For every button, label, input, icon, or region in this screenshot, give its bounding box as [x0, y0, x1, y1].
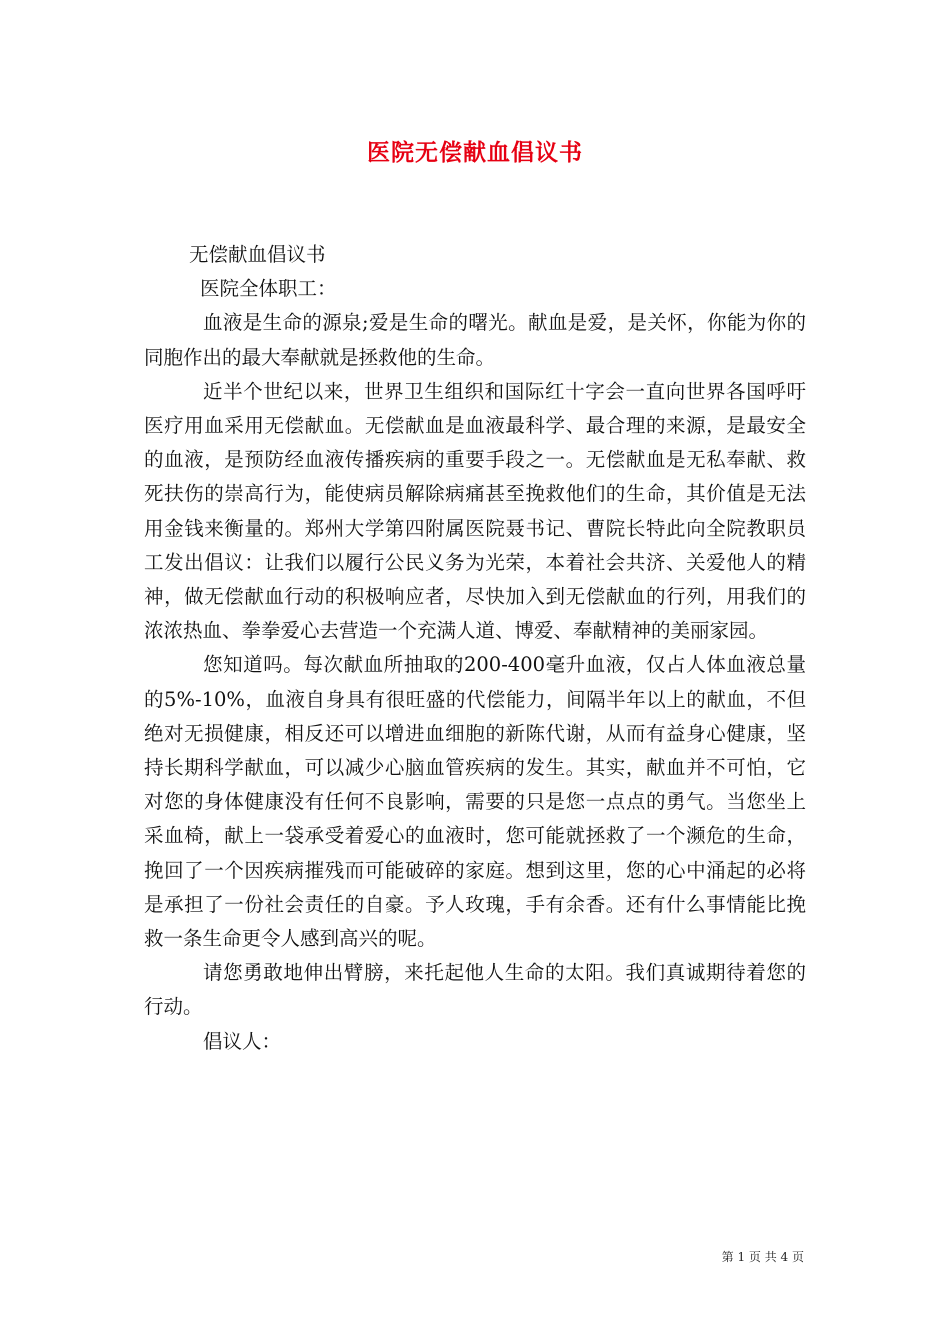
- paragraph-intro: 血液是生命的源泉;爱是生命的曙光。献血是爱，是关怀，你能为你的同胞作出的最大奉献就是拯救他的生命。: [144, 311, 806, 369]
- paragraph-history: 近半个世纪以来，世界卫生组织和国际红十字会一直向世界各国呼吁医疗用血采用无偿献血。无偿献血是血液最科学、最合理的来源，是最安全的血液，是预防经血液传播疾病的重要手段之一。无偿献血是无私奉献、救死扶伤的崇高行为，能使病员解除病痛甚至挽救他们的生命，其价值是无法用金钱来衡量的。郑州大学第四附属医院聂书记、曹院长特此向全院教职员工发出倡议：让我们以履行公民义务为光荣，本着社会共济、关爱他人的精神，做无偿献血行动的积极响应者，尽快加入到无偿献血的行列，用我们的浓浓热血、拳拳爱心去营造一个充满人道、博爱、奉献精神的美丽家园。: [144, 379, 806, 643]
- paragraph-salutation: 医院全体职工：: [200, 277, 337, 301]
- paragraph-health-info: 您知道吗。每次献血所抽取的200-400毫升血液，仅占人体血液总量的5%-10%，血液自身具有很旺盛的代偿能力，间隔半年以上的献血，不但绝对无损健康，相反还可以增进血细胞的新陈代谢，从而有益身心健康，坚持长期科学献血，可以减少心脑血管疾病的发生。其实，献血并不可怕，它对您的身体健康没有任何不良影响，需要的只是您一点点的勇气。当您坐上采血椅，献上一袋承受着爱心的血液时，您可能就拯救了一个濒危的生命，挽回了一个因疾病摧残而可能破碎的家庭。想到这里，您的心中涌起的必将是承担了一份社会责任的自豪。予人玫瑰，手有余香。还有什么事情能比挽救一条生命更令人感到高兴的呢。: [144, 653, 806, 951]
- document-body: [144, 238, 806, 1059]
- paragraph-call-to-action: 请您勇敢地伸出臂膀，来托起他人生命的太阳。我们真诚期待着您的行动。: [144, 961, 806, 1019]
- paragraph-heading: 无偿献血倡议书: [189, 243, 326, 266]
- document-title: 医院无偿献血倡议书: [367, 139, 583, 166]
- paragraph-signature: 倡议人：: [203, 1029, 282, 1053]
- page-number: 第 1 页 共 4 页: [721, 1250, 804, 1264]
